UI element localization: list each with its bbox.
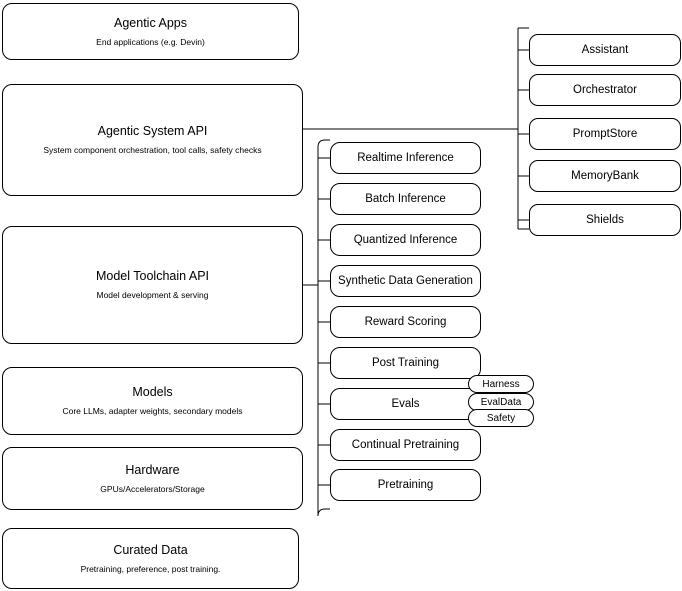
component-assistant[interactable] <box>529 34 681 66</box>
component-evals[interactable] <box>330 388 481 420</box>
component-memorybank[interactable] <box>529 160 681 192</box>
component-label: MemoryBank <box>571 170 639 182</box>
component-promptstore[interactable] <box>529 118 681 150</box>
stack-layer-title: Hardware <box>125 462 180 477</box>
stack-layer-subtitle: Model development & serving <box>96 290 209 300</box>
component-quantized-inference[interactable] <box>330 224 481 256</box>
stack-layer-title: Curated Data <box>113 542 188 557</box>
component-pretraining[interactable] <box>330 469 481 501</box>
component-synthetic-data-generation[interactable] <box>330 265 481 297</box>
component-continual-pretraining[interactable] <box>330 429 481 461</box>
stack-layer-subtitle: System component orchestration, tool calls, safety checks <box>43 145 262 155</box>
stack-layer-models[interactable] <box>2 367 303 435</box>
component-label: Continual Pretraining <box>351 439 460 451</box>
component-batch-inference[interactable] <box>330 183 481 215</box>
component-realtime-inference[interactable] <box>330 142 481 174</box>
component-post-training[interactable] <box>330 347 481 379</box>
component-label: Evals <box>391 398 420 410</box>
component-orchestrator[interactable] <box>529 74 681 106</box>
stack-layer-agentic-apps[interactable] <box>2 3 299 60</box>
component-label: Batch Inference <box>365 193 446 205</box>
stack-layer-hardware[interactable] <box>2 447 303 510</box>
component-label: Reward Scoring <box>364 316 447 328</box>
component-safety[interactable] <box>468 409 534 427</box>
stack-layer-subtitle: Pretraining, preference, post training. <box>80 563 221 574</box>
stack-layer-title: Models <box>132 385 173 399</box>
component-shields[interactable] <box>529 204 681 236</box>
component-label: Pretraining <box>377 479 434 491</box>
component-label: Realtime Inference <box>357 152 454 164</box>
component-label: EvalData <box>480 396 522 408</box>
component-label: PromptStore <box>572 128 638 140</box>
component-label: Post Training <box>371 357 440 369</box>
stack-layer-subtitle: End applications (e.g. Devin) <box>96 36 205 47</box>
stack-layer-title: Model Toolchain API <box>95 269 210 283</box>
stack-layer-agentic-system-api[interactable] <box>2 84 303 196</box>
stack-layer-title: Agentic System API <box>97 124 208 138</box>
component-label: Harness <box>482 378 520 390</box>
component-label: Orchestrator <box>573 84 637 96</box>
component-label: Quantized Inference <box>353 234 458 246</box>
stack-layer-title: Agentic Apps <box>114 15 187 30</box>
component-harness[interactable] <box>468 375 534 393</box>
component-reward-scoring[interactable] <box>330 306 481 338</box>
stack-layer-subtitle: Core LLMs, adapter weights, secondary models <box>62 406 243 416</box>
component-label: Synthetic Data Generation <box>338 275 473 287</box>
component-label: Shields <box>586 214 624 226</box>
stack-layer-curated-data[interactable] <box>2 528 299 589</box>
stack-layer-subtitle: GPUs/Accelerators/Storage <box>100 483 205 494</box>
stack-layer-model-toolchain-api[interactable] <box>2 226 303 344</box>
component-label: Safety <box>486 412 516 424</box>
component-label: Assistant <box>581 44 629 56</box>
